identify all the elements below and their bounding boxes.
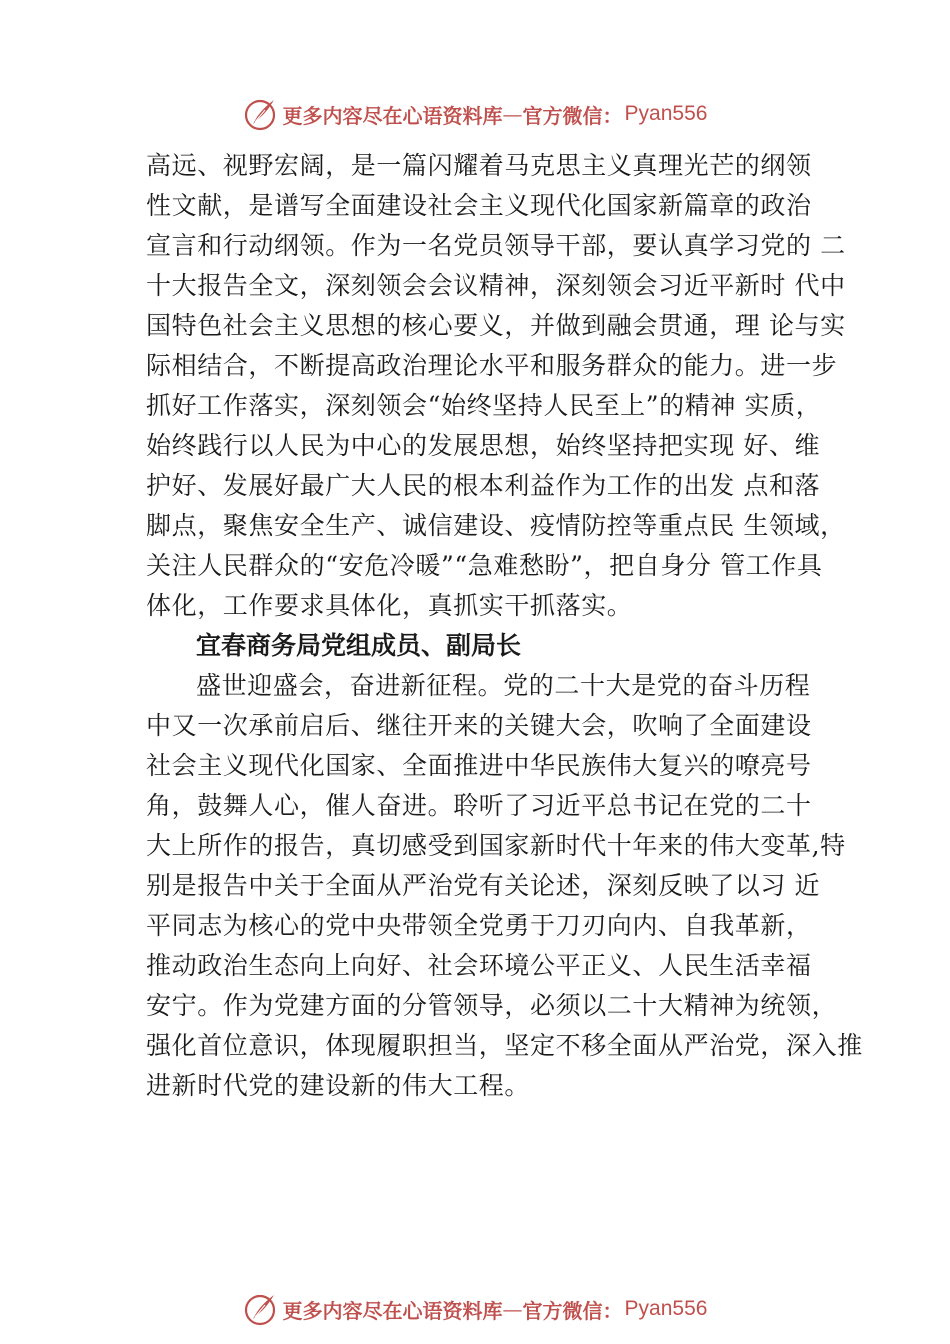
text-line: 体化，工作要求具体化，真抓实干抓落实。	[146, 591, 633, 620]
banner-wechat-id: Pyan556	[624, 102, 708, 125]
text-line: 高远、视野宏阔，是一篇闪耀着马克思主义真理光芒的纲领	[146, 151, 812, 180]
text-line: 始终践行以人民为中心的发展思想，始终坚持把实现 好、维	[146, 431, 821, 460]
banner-wechat-label: 官方微信：	[522, 1298, 623, 1323]
text-line: 角，鼓舞人心，催人奋进。聆听了习近平总书记在党的二十	[146, 791, 812, 820]
text-line: 十大报告全文，深刻领会会议精神，深刻领会习近平新时 代中	[146, 271, 846, 300]
text-line: 性文献，是谱写全面建设社会主义现代化国家新篇章的政治	[146, 191, 812, 220]
text-line: 护好、发展好最广大人民的根本利益作为工作的出发 点和落	[146, 471, 821, 500]
paragraph-1	[146, 146, 846, 626]
text-line: 进新时代党的建设新的伟大工程。	[146, 1071, 531, 1100]
text-line: 中又一次承前启后、继往开来的关键大会，吹响了全面建设	[146, 711, 812, 740]
section-heading: 宜春商务局党组成员、副局长	[196, 631, 522, 660]
text-line: 强化首位意识，体现履职担当，坚定不移全面从严治党，深入推	[146, 1031, 863, 1060]
document-body	[146, 146, 863, 1106]
banner-wechat-label: 官方微信：	[522, 103, 623, 128]
banner-separator: —	[502, 102, 523, 126]
paragraph-2	[146, 666, 863, 1106]
text-line: 平同志为核心的党中央带领全党勇于刀刃向内、自我革新，	[146, 911, 812, 940]
header-watermark-banner	[0, 94, 950, 134]
text-line: 大上所作的报告，真切感受到国家新时代十年来的伟大变革,特	[146, 831, 846, 860]
banner-brand-text: 更多内容尽在心语资料库	[282, 1298, 503, 1323]
text-line: 关注人民群众的“安危冷暖”“急难愁盼”，把自身分 管工作具	[146, 551, 823, 580]
text-line: 际相结合，不断提高政治理论水平和服务群众的能力。进一步	[146, 351, 838, 380]
text-line: 抓好工作落实，深刻领会“始终坚持人民至上”的精神 实质，	[146, 391, 822, 420]
text-line: 国特色社会主义思想的核心要义，并做到融会贯通，理 论与实	[146, 311, 846, 340]
feather-logo-icon	[243, 1291, 279, 1327]
text-line: 别是报告中关于全面从严治党有关论述，深刻反映了以习 近	[146, 871, 821, 900]
banner-separator: —	[502, 1297, 523, 1321]
text-line: 安宁。作为党建方面的分管领导，必须以二十大精神为统领，	[146, 991, 838, 1020]
text-line: 宣言和行动纲领。作为一名党员领导干部，要认真学习党的 二	[146, 231, 846, 260]
text-line: 推动政治生态向上向好、社会环境公平正义、人民生活幸福	[146, 951, 812, 980]
footer-watermark-banner	[0, 1289, 950, 1329]
banner-wechat-id: Pyan556	[624, 1297, 708, 1320]
text-line: 社会主义现代化国家、全面推进中华民族伟大复兴的嘹亮号	[146, 751, 812, 780]
banner-brand-text: 更多内容尽在心语资料库	[282, 103, 503, 128]
text-line: 脚点，聚焦安全生产、诚信建设、疫情防控等重点民 生领域，	[146, 511, 846, 540]
feather-logo-icon	[243, 96, 279, 132]
text-line: 盛世迎盛会，奋进新征程。党的二十大是党的奋斗历程	[196, 671, 811, 700]
